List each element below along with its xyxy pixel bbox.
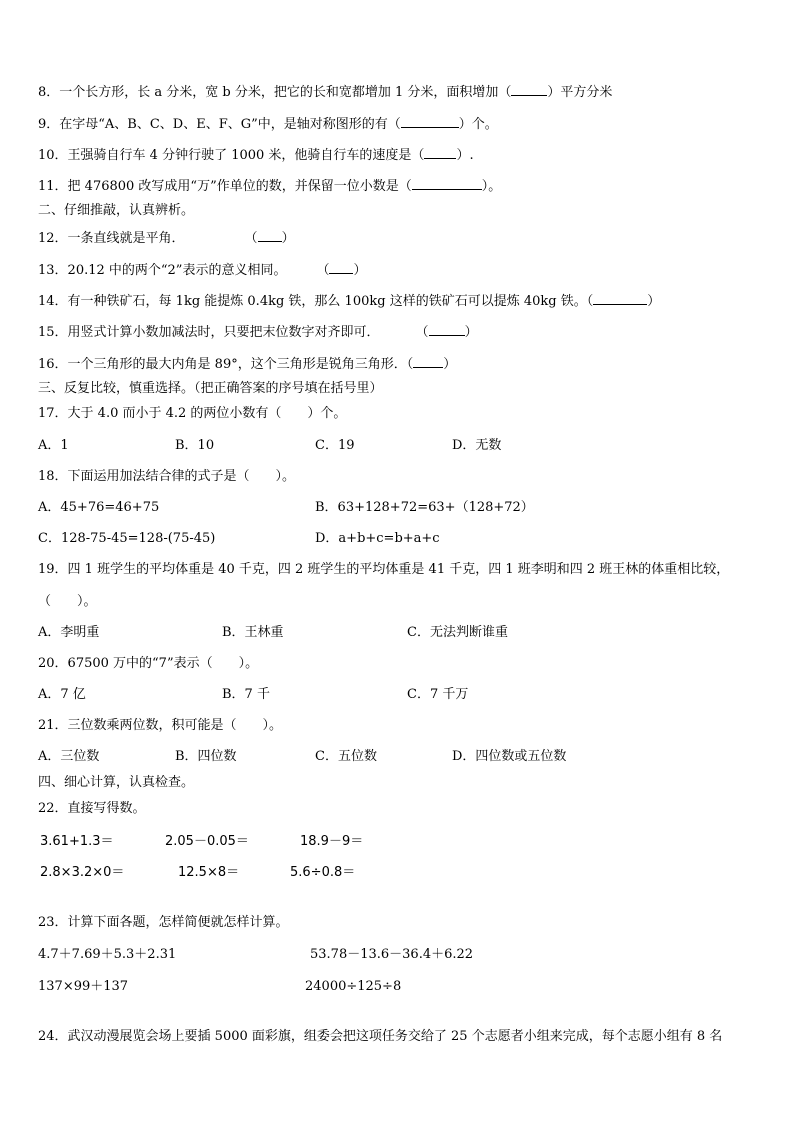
answer-blank[interactable] [429,323,465,336]
question-22: 22．直接写得数。 [38,801,146,816]
option-c[interactable]: C．7 千万 [407,687,469,702]
option-c[interactable]: C．19 [315,438,355,453]
answer-blank[interactable] [413,355,443,368]
option-a[interactable]: A．7 亿 [38,687,86,702]
question-23: 23．计算下面各题，怎样简便就怎样计算。 [38,915,289,930]
question-21: 21．三位数乘两位数，积可能是（ ）。 [38,718,283,733]
mental-math-item: 2.05－0.05＝ [165,834,249,849]
calculation-item: 53.78－13.6－36.4＋6.22 [310,947,474,962]
option-b[interactable]: B．10 [175,438,215,453]
section-3-heading: 三、反复比较，慎重选择。（把正确答案的序号填在括号里） [38,381,383,396]
option-d[interactable]: D．四位数或五位数 [452,749,567,764]
option-c[interactable]: C．五位数 [315,749,377,764]
mental-math-item: 12.5×8＝ [178,865,240,880]
option-c[interactable]: C．无法判断谁重 [407,625,508,640]
question-19-continued: （ ）。 [38,594,97,609]
mental-math-item: 18.9－9＝ [300,834,364,849]
option-c[interactable]: C．128-75-45=128-(75-45) [38,531,216,546]
option-b[interactable]: B．7 千 [222,687,270,702]
question-24: 24．武汉动漫展览会场上要插 5000 面彩旗，组委会把这项任务交给了 25 个志愿者小组来完成，每个志愿小组有 8 名 [38,1029,723,1044]
question-19: 19．四 1 班学生的平均体重是 40 千克，四 2 班学生的平均体重是 41 千克，四 1 班李明和四 2 班王林的体重相比较， [38,562,730,577]
question-12: 12．一条直线就是平角． （ ） [38,231,295,246]
option-b[interactable]: B．王林重 [222,625,284,640]
question-18: 18．下面运用加法结合律的式子是（ ）。 [38,469,296,484]
answer-blank[interactable] [593,292,647,305]
calculation-item: 137×99＋137 [38,979,129,994]
question-15: 15．用竖式计算小数加减法时，只要把末位数字对齐即可． （ ） [38,325,478,340]
option-d[interactable]: D．无数 [452,438,502,453]
calculation-item: 24000÷125÷8 [305,979,402,994]
mental-math-item: 5.6÷0.8＝ [290,865,356,880]
question-9: 9．在字母“A、B、C、D、E、F、G”中，是轴对称图形的有（ ）个。 [38,117,498,132]
answer-blank[interactable] [412,177,482,190]
section-2-heading: 二、仔细推敲，认真辨析。 [38,203,195,218]
answer-blank[interactable] [258,229,282,242]
question-10: 10．王强骑自行车 4 分钟行驶了 1000 米，他骑自行车的速度是（ ）. [38,148,474,163]
section-4-heading: 四、细心计算，认真检查。 [38,775,195,790]
question-11: 11．把 476800 改写成用“万”作单位的数，并保留一位小数是（ ）。 [38,179,502,194]
question-20: 20．67500 万中的“7”表示（ ）。 [38,656,259,671]
mental-math-item: 3.61+1.3＝ [40,834,114,849]
answer-blank[interactable] [401,115,459,128]
answer-blank[interactable] [511,83,547,96]
question-13: 13．20.12 中的两个“2”表示的意义相同。 （ ） [38,263,367,278]
question-8: 8．一个长方形，长 a 分米，宽 b 分米，把它的长和宽都增加 1 分米，面积增加（ ）平方分米 [38,85,613,100]
option-a[interactable]: A．三位数 [38,749,100,764]
option-a[interactable]: A．李明重 [38,625,100,640]
option-b[interactable]: B．63+128+72=63+（128+72） [315,500,534,515]
option-d[interactable]: D．a+b+c=b+a+c [315,531,440,546]
calculation-item: 4.7＋7.69＋5.3＋2.31 [38,947,177,962]
answer-blank[interactable] [329,261,353,274]
question-14: 14．有一种铁矿石，每 1kg 能提炼 0.4kg 铁，那么 100kg 这样的铁矿石可以提炼 40kg 铁。（ ） [38,294,661,309]
option-a[interactable]: A．45+76=46+75 [38,500,160,515]
answer-blank[interactable] [424,146,456,159]
option-b[interactable]: B．四位数 [175,749,237,764]
mental-math-item: 2.8×3.2×0＝ [40,865,125,880]
question-17: 17．大于 4.0 而小于 4.2 的两位小数有（ ）个。 [38,406,347,421]
question-16: 16．一个三角形的最大内角是 89°，这个三角形是锐角三角形．（ ） [38,357,457,372]
option-a[interactable]: A．1 [38,438,69,453]
